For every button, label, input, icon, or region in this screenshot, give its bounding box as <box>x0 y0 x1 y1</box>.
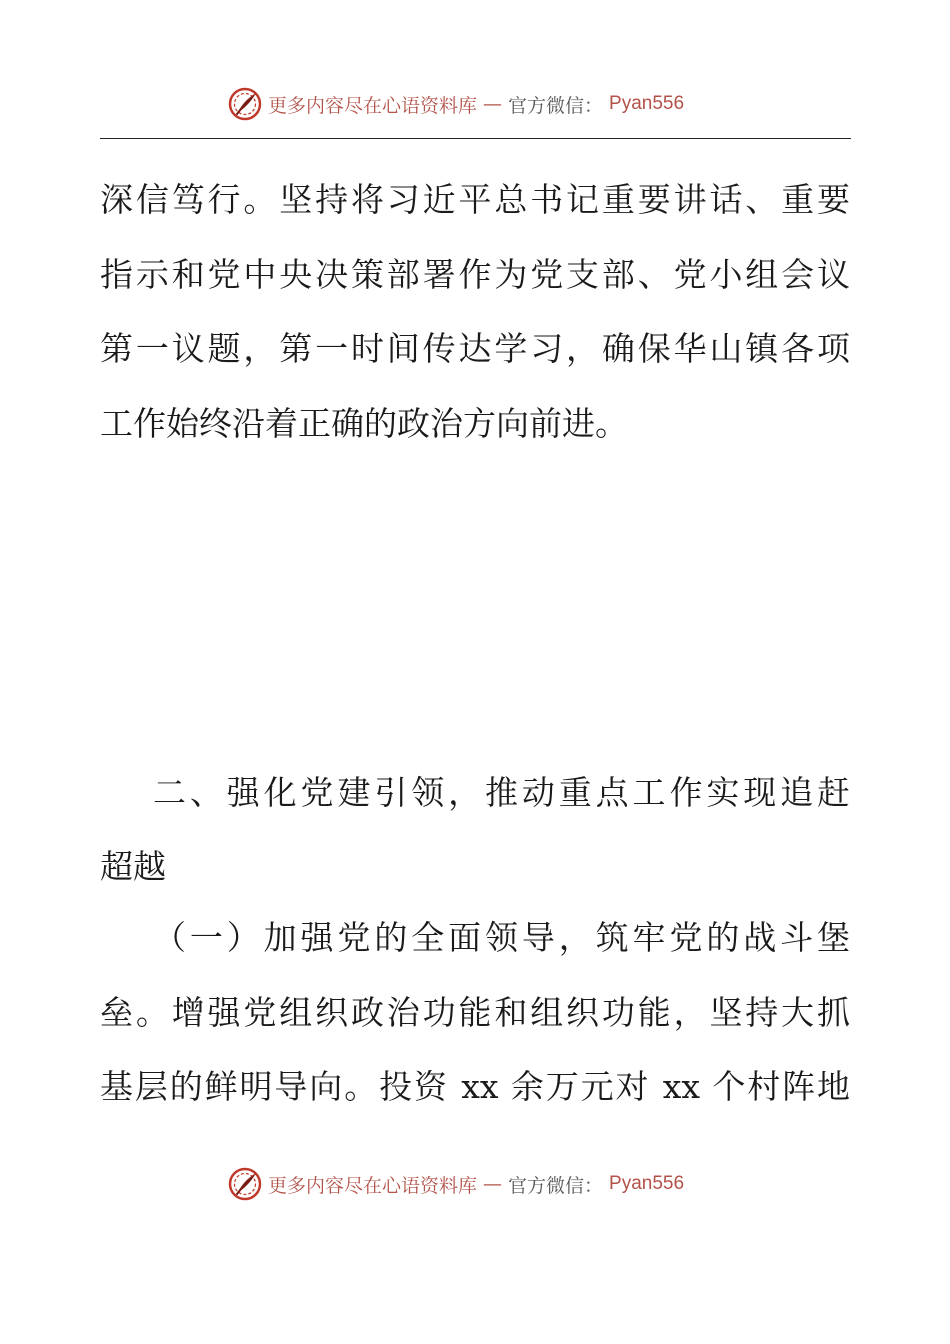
body-line: 工作始终沿着正确的政治方向前进。 <box>100 404 628 443</box>
feather-pen-logo-icon <box>228 1167 262 1201</box>
banner-wechat-label: 官方微信： <box>508 94 604 117</box>
banner-title: 更多内容尽在心语资料库 <box>268 94 478 117</box>
section-heading: 二、强化党建引领，推动重点工作实现追赶 <box>153 773 850 812</box>
banner-wechat-id: Pyan556 <box>609 1173 685 1194</box>
header-rule <box>100 138 851 139</box>
banner-wechat-label: 官方微信： <box>508 1174 604 1197</box>
subsection-heading: （一）加强党的全面领导，筑牢党的战斗堡 <box>153 918 850 957</box>
banner-title: 更多内容尽在心语资料库 <box>268 1174 478 1197</box>
feather-pen-logo-icon <box>228 87 262 121</box>
banner-separator: — <box>483 1173 503 1195</box>
header-banner <box>228 84 684 124</box>
body-line: 指示和党中央决策部署作为党支部、党小组会议 <box>100 255 850 294</box>
body-line: 垒。增强党组织政治功能和组织功能，坚持大抓 <box>100 993 850 1032</box>
banner-wechat-id: Pyan556 <box>609 93 685 114</box>
section-heading-continued: 超越 <box>100 847 166 886</box>
banner-separator: — <box>483 93 503 115</box>
body-line: 第一议题，第一时间传达学习，确保华山镇各项 <box>100 329 850 368</box>
body-line: 深信笃行。坚持将习近平总书记重要讲话、重要 <box>100 180 850 219</box>
body-line: 基层的鲜明导向。投资 xx 余万元对 xx 个村阵地 <box>100 1067 850 1106</box>
footer-banner <box>228 1164 684 1204</box>
